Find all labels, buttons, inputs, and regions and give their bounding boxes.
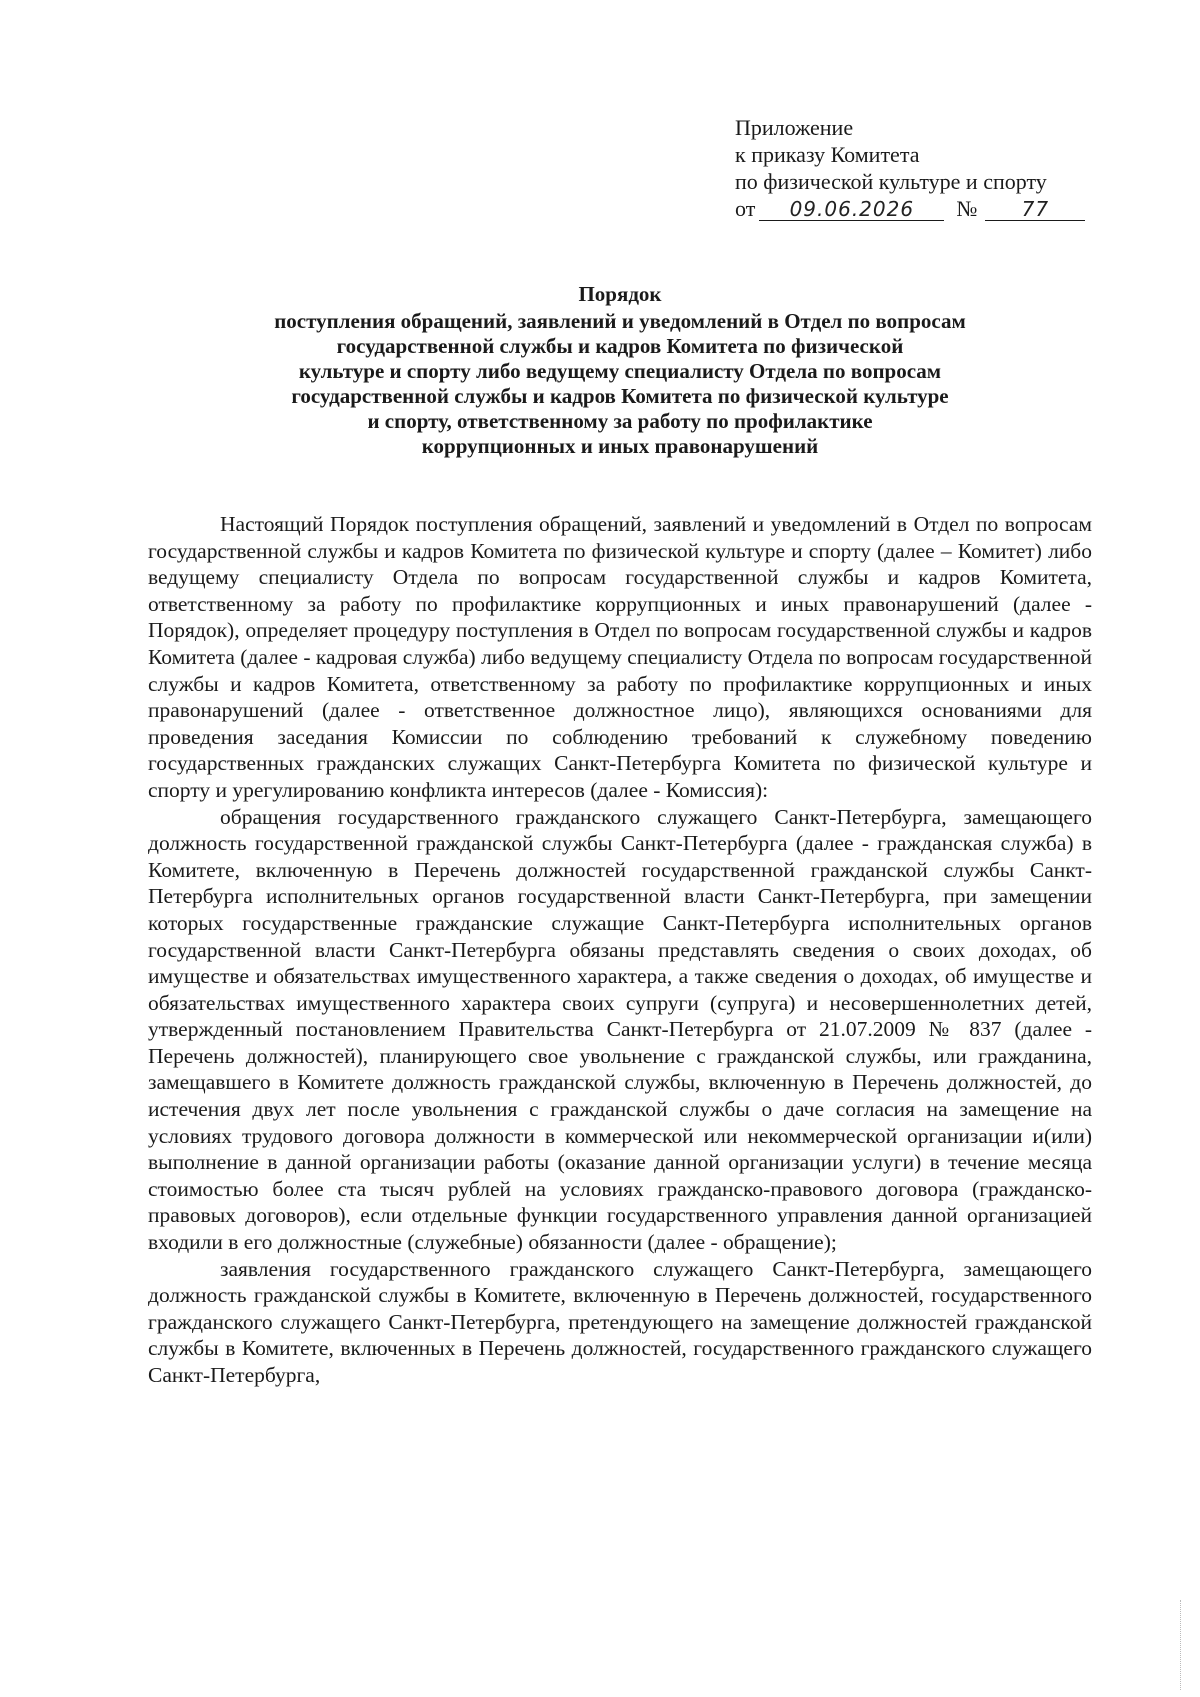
appendix-line-1: Приложение <box>735 115 854 140</box>
heading-subtitle-line: государственной службы и кадров Комитета по физической <box>336 334 904 358</box>
number-prefix: № <box>956 196 978 221</box>
appendix-block <box>735 114 1095 222</box>
handwritten-number: 77 <box>985 198 1085 221</box>
date-prefix: от <box>735 196 756 221</box>
heading-subtitle-line: и спорту, ответственному за работу по профилактике <box>367 409 873 433</box>
document-body <box>148 511 1092 1389</box>
appendix-date-number-line <box>735 195 1095 222</box>
body-paragraph-intro: Настоящий Порядок поступления обращений, заявлений и уведомлений в Отдел по вопросам государственной службы и кадров Комитета по физической культуре и спорту (далее – Комитет) либо ведущему специалисту Отдела по вопросам государственной службы и кадров Комитета, ответственному за работу по профилактике коррупционных и иных правонарушений (далее - Порядок), определяет процедуру поступления в Отдел по вопросам государственной службы и кадров Комитета (далее - кадровая служба) либо ведущему специалисту Отдела по вопросам государственной службы и кадров Комитета, ответственному за работу по профилактике коррупционных и иных правонарушений (далее - ответственное должностное лицо), являющихся основаниями для проведения заседания Комиссии по соблюдению требований к служебному поведению государственных гражданских служащих Санкт-Петербурга Комитета по физической культуре и спорту и урегулированию конфликта интересов (далее - Комиссия): <box>148 512 1092 802</box>
appendix-line-3: по физической культуре и спорту <box>735 169 1047 194</box>
heading-subtitle-line: государственной службы и кадров Комитета по физической культуре <box>291 384 949 408</box>
heading-subtitle-line: культуре и спорту либо ведущему специалисту Отдела по вопросам <box>298 359 942 383</box>
scan-edge-mark <box>1180 1600 1183 1690</box>
handwritten-date: 09.06.2026 <box>759 198 944 221</box>
heading-subtitle-line: поступления обращений, заявлений и уведомлений в Отдел по вопросам <box>274 309 966 333</box>
body-paragraph-statement: заявления государственного гражданского служащего Санкт-Петербурга, замещающего должность гражданской службы в Комитете, включенную в Перечень должностей, государственного гражданского служащего Санкт-Петербурга, претендующего на замещение должностей гражданской службы в Комитете, включенных в Перечень должностей, государственного гражданского служащего Санкт-Петербурга, <box>148 1256 1092 1387</box>
heading-subtitle-line: коррупционных и иных правонарушений <box>421 434 819 458</box>
heading-title: Порядок <box>578 282 662 306</box>
body-paragraph-appeal: обращения государственного гражданского служащего Санкт-Петербурга, замещающего должность государственной гражданской службы Санкт-Петербурга (далее - гражданская служба) в Комитете, включенную в Перечень должностей государственной гражданской службы Санкт-Петербурга исполнительных органов государственной власти Санкт-Петербурга, при замещении которых государственные гражданские служащие Санкт-Петербурга исполнительных органов государственной власти Санкт-Петербурга обязаны представлять сведения о своих доходах, об имуществе и обязательствах имущественного характера, а также сведения о доходах, об имуществе и обязательствах имущественного характера своих супруги (супруга) и несовершеннолетних детей, утвержденный постановлением Правительства Санкт-Петербурга от 21.07.2009 № 837 (далее - Перечень должностей), планирующего свое увольнение с гражданской службы, или гражданина, замещавшего в Комитете должность гражданской службы, включенную в Перечень должностей, до истечения двух лет после увольнения с гражданской службы о даче согласия на замещение на условиях трудового договора должности в коммерческой или некоммерческой организации и(или) выполнение в данной организации работы (оказание данной организации услуги) в течение месяца стоимостью более ста тысяч рублей на условиях гражданско-правового договора (гражданско-правовых договоров), если отдельные функции государственного управления данной организацией входили в его должностные (служебные) обязанности (далее - обращение); <box>148 804 1092 1255</box>
appendix-line-2: к приказу Комитета <box>735 142 920 167</box>
document-heading <box>180 282 1060 459</box>
